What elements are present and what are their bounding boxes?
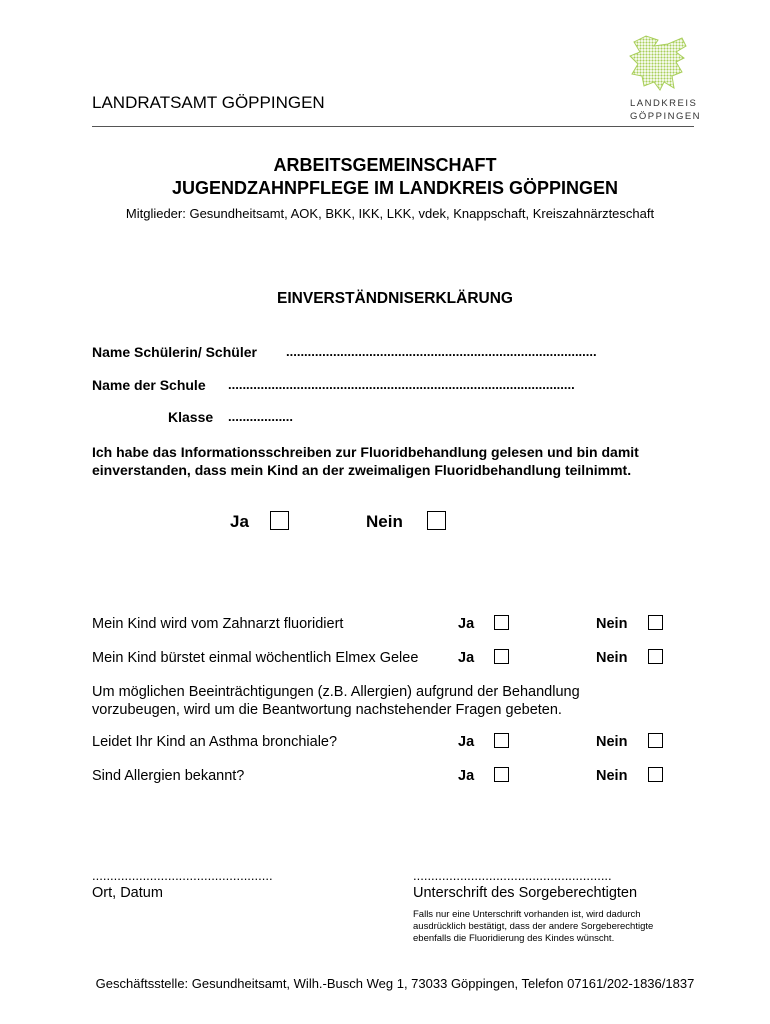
health-yes-label: Ja [458,734,475,750]
place-date-field[interactable]: .................................................. [92,868,273,883]
question-no-label: Nein [596,650,628,666]
health-question-text: Sind Allergien bekannt? [92,768,245,784]
question-yes-label: Ja [458,650,475,666]
signature-field[interactable]: ....................................................... [413,868,612,883]
signature-fine-print: Falls nur eine Unterschrift vorhanden ist, wird dadurch ausdrücklich bestätigt, dass der andere Sorgeberechtigte ebenfalls die Fluoridierung des Kindes wünscht. [413,909,654,944]
health-no-checkbox[interactable] [648,767,663,782]
health-yes-label: Ja [458,768,475,784]
main-yes-checkbox[interactable] [270,511,289,530]
consent-text: Ich habe das Informationsschreiben zur Fluoridbehandlung gelesen und bin damit einverstanden, dass mein Kind an der zweimaligen Fluoridbehandlung teilnimmt. [92,444,639,478]
health-yes-checkbox[interactable] [494,767,509,782]
note-text: Um möglichen Beeinträchtigungen (z.B. Allergien) aufgrund der Behandlung vorzubeugen, wird um die Beantwortung nachstehender Fragen gebeten. [92,684,580,718]
office-name: LANDRATSAMT GÖPPINGEN [92,93,325,112]
class-label: Klasse [168,409,214,425]
signature-label: Unterschrift des Sorgeberechtigten [413,885,638,901]
question-yes-checkbox[interactable] [494,649,509,664]
health-question-text: Leidet Ihr Kind an Asthma bronchiale? [92,734,338,750]
logo-text-line1: LANDKREIS [630,98,698,109]
class-field[interactable]: .................. [228,409,294,424]
question-no-checkbox[interactable] [648,649,663,664]
question-text: Mein Kind bürstet einmal wöchentlich Elmex Gelee [92,650,419,666]
place-date-label: Ort, Datum [92,885,163,901]
main-yes-label: Ja [230,512,249,531]
title-line2: JUGENDZAHNPFLEGE IM LANDKREIS GÖPPINGEN [171,178,619,198]
header-divider [92,126,694,127]
health-no-checkbox[interactable] [648,733,663,748]
question-no-label: Nein [596,616,628,632]
members-line: Mitglieder: Gesundheitsamt, AOK, BKK, IKK, LKK, vdek, Knappschaft, Kreiszahnärzteschaft [125,206,655,221]
health-no-label: Nein [596,734,628,750]
school-name-label: Name der Schule [92,377,206,393]
form-title: EINVERSTÄNDNISERKLÄRUNG [277,290,513,307]
logo-text-line2: GÖPPINGEN [630,111,702,122]
school-name-field[interactable]: ................................................................................................ [228,377,575,392]
question-yes-label: Ja [458,616,475,632]
county-logo [624,32,702,124]
question-text: Mein Kind wird vom Zahnarzt fluoridiert [92,616,344,632]
main-no-label: Nein [366,512,403,531]
footer-address: Geschäftsstelle: Gesundheitsamt, Wilh.-Busch Weg 1, 73033 Göppingen, Telefon 07161/202-1836/1837 [95,976,695,991]
student-name-field[interactable]: ...................................................................................... [286,344,597,359]
title-line1: ARBEITSGEMEINSCHAFT [273,155,497,175]
health-yes-checkbox[interactable] [494,733,509,748]
lion-icon [624,32,694,94]
student-name-label: Name Schülerin/ Schüler [92,344,257,360]
main-no-checkbox[interactable] [427,511,446,530]
health-no-label: Nein [596,768,628,784]
question-yes-checkbox[interactable] [494,615,509,630]
question-no-checkbox[interactable] [648,615,663,630]
